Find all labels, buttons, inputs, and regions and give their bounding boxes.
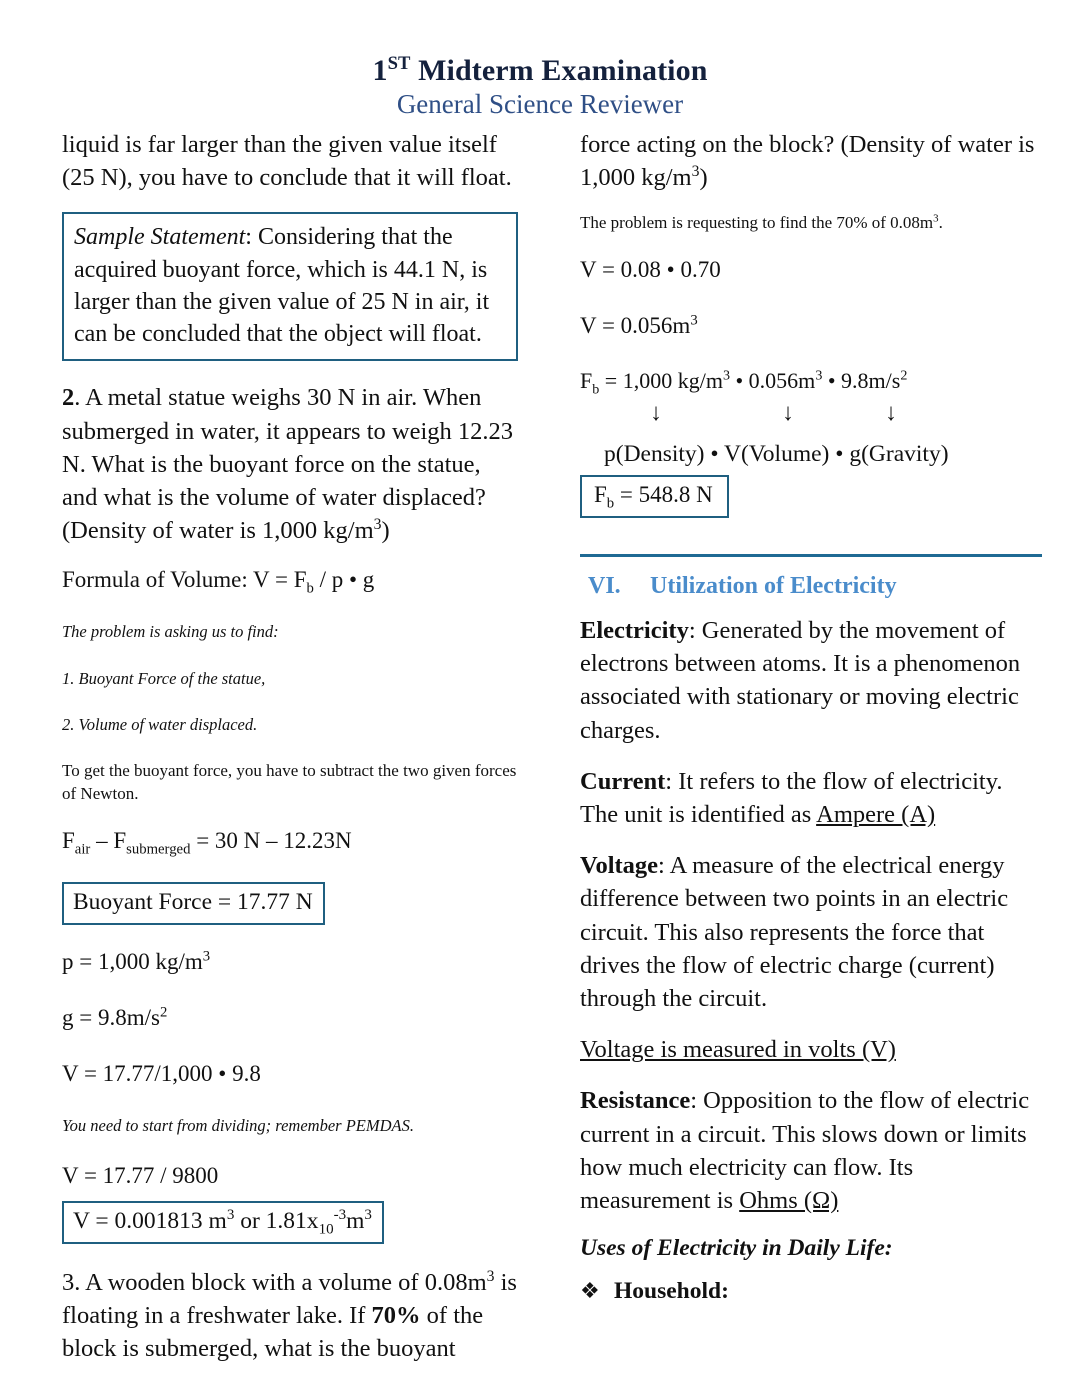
- term-electricity: [580, 614, 1042, 747]
- q3-cont-exponent: 3: [691, 163, 700, 181]
- term-current-label: Current: [580, 767, 666, 795]
- question-2-number: 2: [62, 384, 75, 412]
- sample-statement-body: : Considering that the acquired buoyant force, which is 44.1 N, is larger than the given value of 25 N in air, it can be concluded that the object will float.: [74, 224, 490, 348]
- eq-mid: – F: [90, 827, 127, 853]
- volume-answer-sub1: 10: [318, 1221, 334, 1238]
- gravity-exponent: 2: [159, 1004, 168, 1021]
- term-current-body: : It refers to the flow of electricity. The unit is identified as: [580, 767, 1003, 829]
- volume-answer-exp2: -3: [333, 1207, 347, 1223]
- fb-answer-value: = 548.8 N: [614, 482, 713, 508]
- section-numeral: VI.: [588, 573, 621, 600]
- note-requesting-tail: .: [938, 213, 943, 233]
- term-resistance: [580, 1084, 1042, 1217]
- fb-exponent1: 3: [722, 367, 730, 384]
- continued-paragraph: liquid is far larger than the given value itself (25 N), you have to conclude that it will float.: [62, 131, 512, 192]
- formula-legend: p(Density) • V(Volume) • g(Gravity): [604, 440, 949, 467]
- right-column: [540, 128, 1080, 1383]
- equation-subtract-forces: [62, 826, 518, 856]
- voltage-unit-note-text: Voltage is measured in volts (V): [580, 1036, 896, 1064]
- note-subtract-forces: To get the buoyant force, you have to subtract the two given forces of Newton.: [62, 761, 517, 804]
- find-item-2: 2. Volume of water displaced.: [62, 714, 258, 734]
- fb-answer-symbol: F: [594, 482, 607, 508]
- fb-answer-box: [580, 475, 729, 518]
- title-main-text: Midterm Examination: [410, 54, 708, 87]
- down-arrow-icon-gravity: ↓: [885, 399, 897, 426]
- volume-answer-part3: m: [346, 1207, 365, 1234]
- title-ordinal-suffix: ST: [387, 53, 411, 74]
- v-result-exponent: 3: [690, 312, 698, 329]
- note-pemdas: You need to start from dividing; remember PEMDAS.: [62, 1115, 414, 1135]
- two-column-body: [0, 128, 1080, 1383]
- q3-cont-pre: force acting on the block? (Density of water is 1,000 kg/m: [580, 131, 1035, 192]
- question-3-mid: is floating in a freshwater lake. If: [62, 1268, 517, 1330]
- term-voltage-body: : A measure of the electrical energy difference between two points in an electric circuit. This also represents the force that drives the flow of electric charge (current) through the circuit.: [580, 852, 1009, 1012]
- sample-statement-text: [74, 221, 506, 350]
- eq-f1-subscript: air: [74, 841, 91, 858]
- q3-cont-tail: ): [699, 164, 708, 192]
- fb-exponent3: 2: [900, 367, 908, 384]
- fb-subscript: b: [592, 381, 600, 398]
- volume-answer-exp3: 3: [364, 1207, 372, 1223]
- equation-fb-expanded: [580, 367, 1042, 396]
- term-electricity-body: : Generated by the movement of electrons between atoms. It is a phenomenon associated with stationary or moving electric charges.: [580, 617, 1021, 744]
- voltage-unit-note: [580, 1033, 1042, 1066]
- density-exponent: 3: [202, 948, 211, 965]
- fb-answer-subscript: b: [606, 495, 615, 512]
- equation-gravity: [62, 1003, 518, 1033]
- document-header: [0, 0, 1080, 120]
- volume-answer-part2: or 1.81x: [234, 1207, 319, 1234]
- sample-statement-box: [62, 212, 518, 361]
- term-resistance-unit: Ohms (Ω): [739, 1186, 839, 1214]
- sample-statement-label: Sample Statement: [74, 224, 246, 251]
- question-2-exponent: 3: [373, 516, 382, 534]
- note-requesting-pre: The problem is requesting to find the 70% of 0.08m: [580, 213, 934, 233]
- question-2-text: . A metal statue weighs 30 N in air. When submerged in water, it appears to weigh 12.23 N. What is the buoyant force on the statue, and what is the volume of water displaced? (Density of water is 1,000 kg/m: [62, 384, 514, 545]
- volume-answer-box: [62, 1201, 384, 1244]
- term-voltage: [580, 849, 1042, 1015]
- formula-of-volume: [62, 565, 518, 598]
- term-current: [580, 765, 1042, 831]
- equation-volume-setup: V = 17.77/1,000 • 9.8: [62, 1060, 261, 1086]
- question-2: [62, 381, 518, 547]
- term-resistance-body: : Opposition to the flow of electric current in a circuit. This slows down or limits how much electricity can flow. Its measurement is: [580, 1087, 1030, 1214]
- title-number: 1: [372, 54, 388, 87]
- find-item-1: 1. Buoyant Force of the statue,: [62, 668, 266, 688]
- question-3-continued: [580, 128, 1042, 194]
- note-asking-to-find: The problem is asking us to find:: [62, 622, 279, 642]
- question-3-tail: of the block is submerged, what is the buoyant: [62, 1302, 484, 1363]
- question-3-number: 3: [62, 1268, 75, 1296]
- fb-exponent2: 3: [815, 367, 823, 384]
- question-3-exponent: 3: [486, 1267, 495, 1285]
- formula-volume-tail: / p • g: [313, 567, 375, 593]
- down-arrow-icon-density: ↓: [650, 399, 662, 426]
- diamond-bullet-icon: ❖: [580, 1278, 600, 1304]
- question-3-pre: . A wooden block with a volume of 0.08m: [74, 1268, 487, 1296]
- term-voltage-label: Voltage: [580, 852, 659, 880]
- buoyant-force-answer-box: Buoyant Force = 17.77 N: [62, 882, 325, 925]
- note-requesting-exponent: 3: [933, 212, 939, 225]
- eq-f1: F: [62, 827, 75, 853]
- formula-volume-subscript: b: [306, 581, 314, 598]
- list-item-household-label: Household:: [614, 1278, 729, 1305]
- fb-part1: = 1,000 kg/m: [599, 368, 723, 394]
- note-requesting-70-percent: [580, 212, 1042, 235]
- v-result-text: V = 0.056m: [580, 313, 691, 339]
- term-electricity-label: Electricity: [580, 617, 689, 645]
- down-arrow-icon-volume: ↓: [782, 399, 794, 426]
- gravity-text: g = 9.8m/s: [62, 1004, 160, 1030]
- page-title: [0, 54, 1080, 87]
- volume-answer-exp1: 3: [226, 1207, 235, 1223]
- eq-tail: = 30 N – 12.23N: [190, 827, 352, 853]
- equation-v-multiply: V = 0.08 • 0.70: [580, 257, 721, 283]
- equation-density: [62, 947, 518, 977]
- eq-f2-subscript: submerged: [126, 841, 191, 858]
- uses-of-electricity-heading: Uses of Electricity in Daily Life:: [580, 1235, 893, 1262]
- question-3: [62, 1266, 518, 1366]
- fb-part2: • 0.056m: [729, 368, 816, 394]
- question-2-tail: ): [381, 517, 390, 545]
- section-heading-utilization-of-electricity: [580, 573, 1042, 600]
- equation-v-result: [580, 311, 1042, 341]
- page-subtitle: General Science Reviewer: [396, 89, 684, 119]
- formula-volume-label: Formula of Volume: V = F: [62, 567, 307, 593]
- list-item-household: [580, 1278, 1042, 1305]
- term-current-unit: Ampere (A): [816, 801, 936, 829]
- section-divider: [580, 554, 1042, 557]
- question-3-percent: 70%: [371, 1302, 421, 1330]
- arrow-annotation-row: [580, 400, 1042, 430]
- fb-symbol: F: [580, 368, 593, 394]
- term-resistance-label: Resistance: [580, 1087, 691, 1115]
- density-text: p = 1,000 kg/m: [62, 949, 203, 974]
- equation-volume-division: V = 17.77 / 9800: [62, 1162, 219, 1188]
- volume-answer-part1: V = 0.001813 m: [73, 1207, 227, 1234]
- left-column: [0, 128, 540, 1383]
- fb-part3: • 9.8m/s: [822, 368, 901, 394]
- section-title: Utilization of Electricity: [650, 573, 897, 600]
